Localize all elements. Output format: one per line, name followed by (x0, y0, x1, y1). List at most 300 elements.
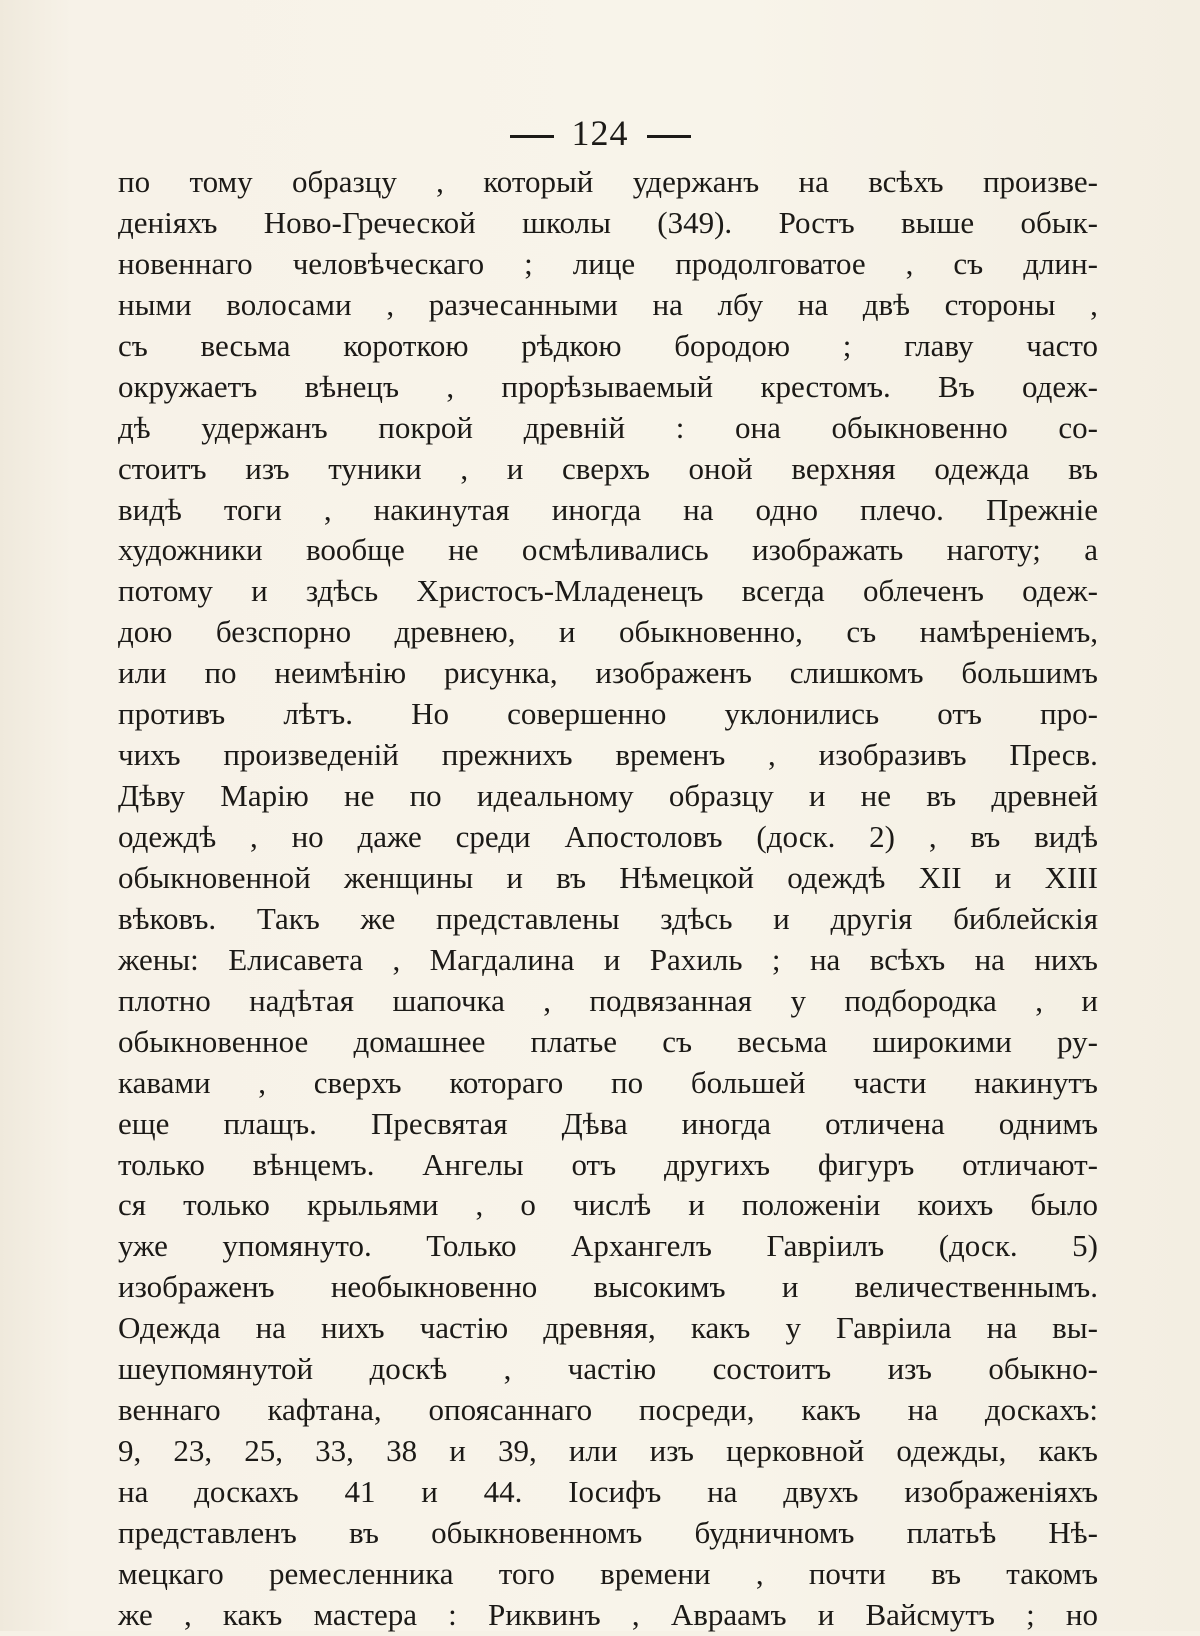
text-line (118, 1226, 1098, 1267)
word: весьма (737, 1023, 828, 1059)
word: нихъ (1034, 941, 1098, 977)
word: изображеніяхъ (904, 1474, 1098, 1509)
word: и (603, 941, 621, 977)
text-line (118, 1595, 1098, 1636)
word: волосами (226, 286, 352, 322)
word: Магдалина (429, 941, 575, 977)
word: опоясаннаго (428, 1392, 593, 1428)
word: который (483, 164, 594, 199)
page-number (0, 112, 1200, 154)
word: школы (522, 204, 611, 240)
word: и (994, 859, 1012, 895)
word: , (392, 941, 401, 977)
word: веннаго (118, 1392, 221, 1428)
word: выше (901, 204, 975, 240)
word: числѣ (572, 1187, 652, 1223)
word: же (360, 900, 396, 936)
word: прорѣзываемый (501, 368, 714, 404)
word: и (688, 1187, 705, 1223)
word: отличают- (962, 1146, 1098, 1182)
text-line (118, 1145, 1098, 1186)
word: одежда (934, 450, 1030, 486)
word: она (735, 409, 781, 445)
text-line (118, 1554, 1098, 1595)
text-line (118, 1185, 1098, 1226)
word: со- (1058, 409, 1098, 445)
text-line (118, 203, 1098, 244)
text-line (118, 1349, 1098, 1390)
word: состоитъ (712, 1351, 832, 1387)
body-text (118, 162, 1098, 1636)
word: положеніи (741, 1187, 881, 1223)
text-line (118, 530, 1098, 571)
word: и (817, 1596, 835, 1632)
word: надѣтая (249, 982, 355, 1018)
word: Одежда (118, 1310, 221, 1346)
word: съ (118, 327, 148, 363)
text-line (118, 1104, 1098, 1145)
word: высокимъ (593, 1269, 726, 1305)
word: главу (904, 327, 974, 363)
word: еще (118, 1105, 170, 1141)
word: библейскія (953, 900, 1098, 936)
word: крестомъ. (760, 368, 891, 404)
word: деніяхъ (118, 204, 218, 240)
word: какъ (690, 1310, 751, 1346)
word: рѣдкою (521, 327, 622, 363)
text-line (118, 940, 1098, 981)
word: и (781, 1269, 799, 1305)
word: обыкновенно, (618, 614, 803, 650)
word: , (503, 1351, 512, 1387)
word: стоитъ (118, 450, 207, 486)
left-dash (510, 135, 554, 138)
word: на (707, 1474, 738, 1509)
word: Елисавета (228, 941, 364, 977)
word: новеннаго (118, 245, 253, 281)
word: древній (523, 409, 626, 445)
word: (349). (657, 204, 733, 240)
word: частію (567, 1351, 657, 1387)
word: дѣ (118, 409, 151, 445)
word: вѣнцемъ. (252, 1146, 375, 1182)
word: по (204, 655, 237, 691)
word: обык- (1020, 204, 1098, 240)
word: платье (530, 1023, 617, 1059)
word: , (755, 1555, 764, 1591)
word: , (1090, 286, 1098, 322)
word: 25, (244, 1433, 284, 1469)
word: не (448, 532, 479, 568)
word: Но (411, 696, 449, 732)
word: мецкаго (118, 1555, 224, 1591)
word: покрой (378, 409, 474, 445)
word: одеж- (1022, 368, 1098, 404)
word: ремесленника (269, 1555, 454, 1591)
word: всегда (741, 573, 825, 609)
word: женщины (343, 859, 474, 895)
word: XII (918, 859, 962, 895)
word: представленъ (118, 1514, 297, 1550)
text-line (118, 1022, 1098, 1063)
word: и (506, 450, 524, 486)
word: 9, (118, 1433, 142, 1469)
word: 2) (869, 819, 895, 854)
word: Гавріилъ (766, 1228, 885, 1264)
word: плотно (118, 982, 211, 1018)
right-dash (647, 135, 691, 138)
word: и (251, 573, 268, 609)
word: или (568, 1433, 618, 1469)
text-line (118, 162, 1098, 203)
word: на (798, 164, 829, 199)
word: а (1084, 532, 1098, 568)
word: было (1030, 1187, 1098, 1223)
word: отличена (825, 1105, 945, 1141)
word: дою (118, 614, 173, 650)
word: образцу (291, 164, 397, 199)
word: древней (991, 778, 1098, 814)
word: здѣсь (305, 573, 379, 609)
word: временъ (615, 737, 726, 773)
word: Архангелъ (571, 1228, 712, 1264)
word: даже (357, 819, 422, 854)
word: : (448, 1596, 457, 1632)
word: чихъ (118, 737, 181, 773)
word: шапочка (392, 982, 505, 1018)
word: въ (556, 859, 587, 895)
word: бородою (674, 327, 791, 363)
word: церковной (726, 1433, 865, 1469)
word: двухъ (783, 1474, 859, 1509)
word: вообще (305, 532, 405, 568)
word: ; (524, 245, 533, 281)
word: , (323, 491, 332, 527)
word: части (853, 1064, 927, 1100)
word: о (520, 1187, 536, 1223)
word: одеждѣ (787, 859, 886, 895)
word: ; (771, 941, 781, 977)
text-line (118, 858, 1098, 899)
word: Пресв. (1009, 737, 1098, 773)
text-line (118, 1063, 1098, 1104)
word: нихъ (321, 1310, 385, 1346)
word: и (449, 1433, 466, 1469)
text-line (118, 776, 1098, 817)
word: изображенъ (595, 655, 752, 691)
word: величественнымъ. (854, 1269, 1098, 1305)
word: , (446, 368, 455, 404)
word: изобразивъ (818, 737, 967, 773)
word: 5) (1072, 1228, 1098, 1264)
word: Апостоловъ (564, 819, 723, 854)
word: древняя, (543, 1310, 656, 1346)
word: на (683, 491, 714, 527)
word: видѣ (1034, 819, 1098, 854)
word: и (808, 778, 826, 814)
text-line (118, 367, 1098, 408)
word: Въ (938, 368, 975, 404)
word: , (475, 1187, 484, 1223)
word: доскахъ: (984, 1392, 1098, 1428)
word: жены: (118, 941, 199, 977)
word: короткою (343, 327, 469, 363)
word: обыкновенно (831, 409, 1008, 445)
word: и (421, 1474, 438, 1509)
word: удержанъ (201, 409, 328, 445)
word: кавами (118, 1064, 211, 1100)
word: подвязанная (589, 982, 753, 1018)
word: , (1035, 982, 1043, 1018)
word: 23, (173, 1433, 213, 1469)
text-line (118, 653, 1098, 694)
word: уклонились (724, 696, 880, 732)
word: всѣхъ (869, 941, 946, 977)
word: другихъ (663, 1146, 770, 1182)
word: Авраамъ (670, 1596, 787, 1632)
word: мастера (313, 1596, 417, 1632)
word: Іосифъ (568, 1474, 662, 1509)
word: идеальному (476, 778, 634, 814)
word: здѣсь (660, 900, 733, 936)
word: того (498, 1555, 555, 1591)
word: шеупомянутой (118, 1351, 314, 1387)
word: человѣческаго (292, 245, 485, 281)
word: большей (690, 1064, 806, 1100)
word: одежды, (896, 1433, 1007, 1469)
word: иногда (551, 491, 642, 527)
text-line (118, 1513, 1098, 1554)
word: потому (118, 573, 213, 609)
text-line (118, 244, 1098, 285)
word: у (790, 982, 806, 1018)
text-line (118, 408, 1098, 449)
word: и (1081, 982, 1098, 1018)
word: , (183, 1596, 192, 1632)
word: одеждѣ (118, 819, 217, 854)
word: съ (953, 245, 984, 281)
text-line (118, 1308, 1098, 1349)
text-line (118, 571, 1098, 612)
word: длин- (1023, 245, 1098, 281)
word: на (652, 286, 683, 322)
word: на (974, 941, 1005, 977)
word: почти (808, 1555, 886, 1591)
word: древнею, (394, 614, 516, 650)
word: произве- (982, 164, 1098, 199)
word: тому (189, 164, 253, 199)
word: платьѣ (906, 1514, 997, 1550)
text-line (118, 899, 1098, 940)
word: (доск. (756, 819, 836, 854)
word: частію (419, 1310, 509, 1346)
word: (доск. (938, 1228, 1018, 1264)
word: верхняя (791, 450, 896, 486)
word: стороны (944, 286, 1056, 322)
word: обыкно- (988, 1351, 1098, 1387)
word: какъ (222, 1596, 283, 1632)
word: , (905, 245, 914, 281)
word: удержанъ (632, 164, 760, 199)
word: всѣхъ (868, 164, 944, 199)
word: какъ (801, 1392, 861, 1428)
text-line (118, 694, 1098, 735)
word: котораго (449, 1064, 564, 1100)
word: двѣ (862, 286, 910, 322)
text-line (118, 285, 1098, 326)
word: Нѣмецкой (619, 859, 755, 895)
word: но (1065, 1596, 1098, 1632)
page-number-value: 124 (571, 113, 629, 153)
word: , (768, 737, 776, 773)
word: Дѣву (118, 778, 186, 814)
word: и (558, 614, 576, 650)
word: накинутая (373, 491, 510, 527)
word: необыкновенно (330, 1269, 538, 1305)
word: Дѣва (561, 1105, 628, 1141)
word: прежнихъ (441, 737, 573, 773)
text-line (118, 981, 1098, 1022)
text-line (118, 490, 1098, 531)
word: отъ (937, 696, 982, 732)
word: Только (426, 1228, 517, 1264)
word: Христосъ-Младенецъ (416, 573, 704, 609)
word: или (118, 655, 167, 691)
text-line (118, 449, 1098, 490)
word: упомянуто. (222, 1228, 372, 1264)
word: Ново-Греческой (263, 204, 476, 240)
word: Вайсмутъ (865, 1596, 995, 1632)
word: большимъ (961, 655, 1098, 691)
word: совершенно (507, 696, 667, 732)
word: лѣтъ. (283, 696, 353, 732)
word: времени (600, 1555, 711, 1591)
word: туники (328, 450, 422, 486)
word: , (928, 819, 937, 854)
word: , (250, 819, 258, 854)
word: коихъ (917, 1187, 994, 1223)
word: слишкомъ (789, 655, 924, 691)
word: въ (926, 778, 957, 814)
word: обыкновенное (118, 1023, 309, 1059)
text-line (118, 817, 1098, 858)
word: у (785, 1310, 801, 1346)
word: на (809, 941, 841, 977)
word: одно (755, 491, 819, 527)
word: лице (572, 245, 636, 281)
word: Нѣ- (1048, 1514, 1098, 1550)
word: произведеній (223, 737, 399, 773)
word: 38 (386, 1433, 418, 1469)
word: отъ (571, 1146, 617, 1182)
word: уже (118, 1228, 168, 1264)
word: 41 (344, 1474, 376, 1509)
word: безспорно (215, 614, 352, 650)
word: на (907, 1392, 939, 1428)
word: не (344, 778, 375, 814)
word: представлены (436, 900, 620, 936)
word: подбородка (844, 982, 997, 1018)
word: въ (931, 1555, 962, 1591)
word: однимъ (998, 1105, 1098, 1141)
word: на (118, 1474, 149, 1509)
word: продолговатое (675, 245, 866, 281)
word: и (506, 859, 523, 895)
word: часто (1026, 327, 1098, 363)
word: накинутъ (974, 1064, 1098, 1100)
word: весьма (200, 327, 291, 363)
word: широкими (872, 1023, 1012, 1059)
word: Риквинъ (487, 1596, 601, 1632)
word: вы- (1052, 1310, 1098, 1346)
word: про- (1040, 696, 1098, 732)
word: , (258, 1064, 267, 1100)
word: среди (455, 819, 531, 854)
word: 39, (497, 1433, 537, 1469)
word: Рахиль (649, 941, 743, 977)
word: сверхъ (562, 450, 650, 486)
word: сверхъ (313, 1064, 402, 1100)
word: Марію (220, 778, 309, 814)
word: будничномъ (694, 1514, 855, 1550)
word: доскахъ (194, 1474, 299, 1509)
word: по (610, 1064, 644, 1100)
word: наготу; (946, 532, 1041, 568)
word: вѣнецъ (304, 368, 400, 404)
word: въ (970, 819, 1001, 854)
word: 44. (483, 1474, 523, 1509)
word: ными (118, 286, 192, 322)
word: XIII (1044, 859, 1098, 895)
word: противъ (118, 696, 226, 732)
word: фигуръ (817, 1146, 915, 1182)
word: по (118, 164, 151, 199)
word: 33, (315, 1433, 354, 1469)
word: же (118, 1596, 153, 1632)
word: съ (662, 1023, 692, 1059)
word: ся (118, 1187, 147, 1223)
word: , (460, 450, 469, 486)
word: , (543, 982, 552, 1018)
word: но (291, 819, 324, 854)
word: съ (846, 614, 877, 650)
word: плечо. (860, 491, 944, 527)
text-line (118, 1267, 1098, 1308)
word: кафтана, (267, 1392, 382, 1428)
word: на (797, 286, 829, 322)
word: домашнее (353, 1023, 486, 1059)
word: такомъ (1006, 1555, 1098, 1591)
word: изображать (752, 532, 904, 568)
text-line (118, 326, 1098, 367)
text-line (118, 612, 1098, 653)
word: намѣреніемъ, (919, 614, 1098, 650)
word: не (860, 778, 892, 814)
word: въ (348, 1514, 379, 1550)
word: изъ (887, 1351, 932, 1387)
text-line (118, 1472, 1098, 1513)
word: въ (1068, 450, 1098, 486)
word: разчесанными (428, 286, 618, 322)
word: ру- (1057, 1023, 1098, 1059)
word: другія (830, 900, 913, 936)
word: , (631, 1596, 640, 1632)
word: Ростъ (778, 204, 855, 240)
word: видѣ (118, 491, 182, 527)
word: Такъ (256, 900, 320, 936)
word: оной (688, 450, 753, 486)
word: изображенъ (118, 1269, 275, 1305)
